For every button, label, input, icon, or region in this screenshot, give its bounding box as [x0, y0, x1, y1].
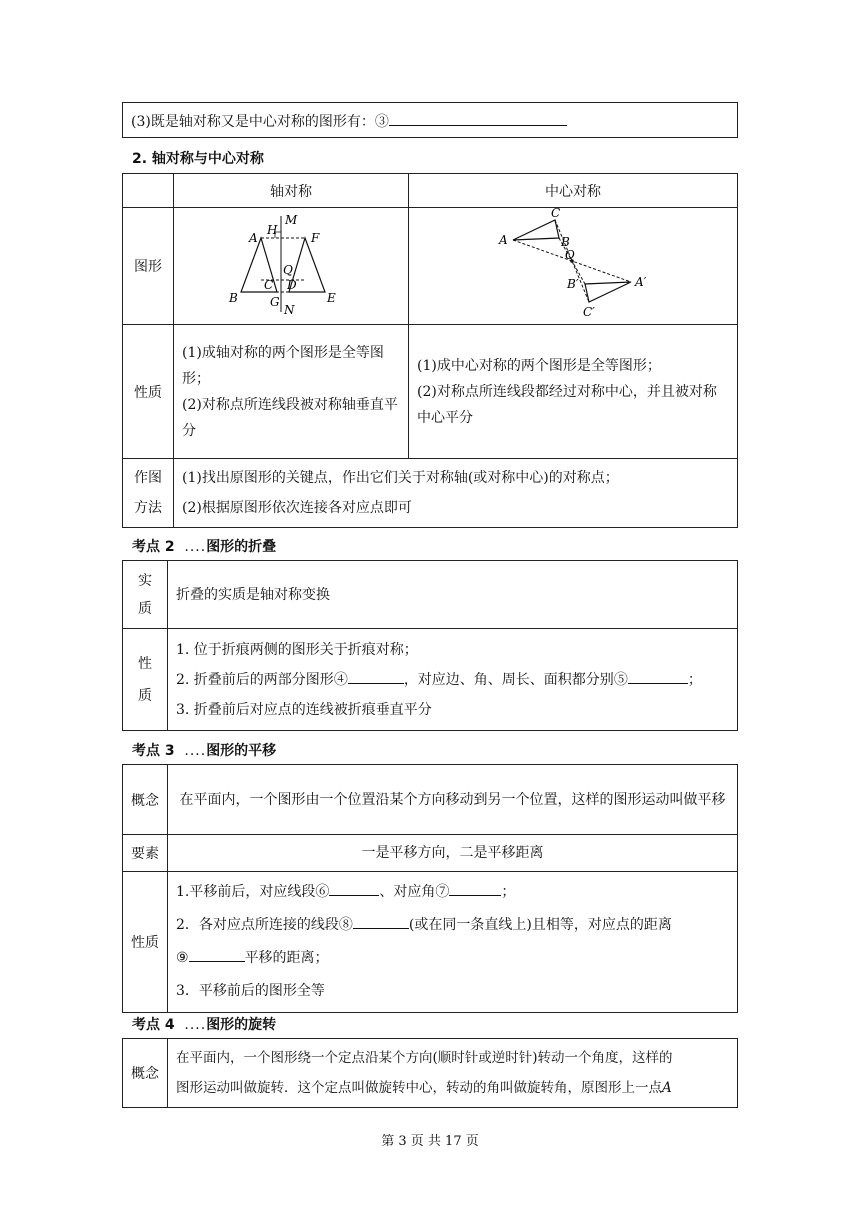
kp3-p1b: 、对应角	[379, 884, 436, 900]
axis-label-G: G	[270, 295, 280, 309]
kp3-p2c: 平移的距离；	[244, 950, 329, 966]
page-footer: 第 3 页 共 17 页	[381, 1134, 479, 1149]
axis-properties	[174, 325, 409, 459]
kp3-property-head: 性质	[123, 872, 168, 1013]
method-2: (2)根据原图形依次连接各对应点即可	[182, 500, 412, 516]
line3-text: (3)既是轴对称又是中心对称的图形有：	[131, 114, 375, 130]
kp2-item-2b: ，对应边、角、周长、面积都分别	[403, 671, 614, 688]
section2-title: 2. 轴对称与中心对称	[132, 151, 264, 167]
axis-label-B: B	[229, 291, 238, 305]
center-label-O: O	[565, 248, 575, 262]
row-figure: 图形	[123, 208, 174, 325]
kp3-concept-head: 概念	[123, 765, 168, 835]
kp3-mark-7: ⑦	[435, 884, 450, 900]
blank-9	[189, 945, 245, 962]
kp3-heading: 考点 3 ....图形的平移	[132, 743, 277, 759]
kp3-concept-text: 在平面内，一个图形由一个位置沿某个方向移动到另一个位置，这样的图形运动叫做平移	[168, 765, 738, 835]
kp2-row2-head-2: 质	[138, 687, 152, 704]
kp2-item-2	[176, 665, 729, 695]
axis-label-D: D	[287, 278, 297, 292]
kp4-title: 图形的旋转	[206, 1017, 277, 1033]
row-method-line2: 方法	[134, 500, 162, 516]
col-center: 中心对称	[409, 174, 738, 208]
center-prop-1: (1)成中心对称的两个图形是全等图形；	[417, 357, 661, 374]
kp2-row2-head	[123, 629, 168, 731]
center-symmetry-figure	[493, 208, 653, 320]
kp3-p1c: ；	[501, 884, 516, 900]
kp2-heading: 考点 2 ....图形的折叠	[132, 539, 277, 555]
axis-label-A: A	[249, 231, 258, 245]
kp3-elements-text: 一是平移方向，二是平移距离	[168, 835, 738, 872]
axis-figure-cell	[174, 208, 409, 325]
method-text	[174, 459, 738, 528]
axis-prop-2: (2)对称点所连线段被对称轴垂直平分	[182, 396, 398, 439]
kp3-prop-2-cont	[176, 942, 729, 975]
symmetry-table	[122, 173, 738, 528]
blank-5	[628, 667, 688, 684]
kp3-p2b: (或在同一条直线上)且相等，对应点的距离	[408, 917, 672, 933]
center-figure-cell	[409, 208, 738, 325]
kp2-title: 图形的折叠	[206, 539, 277, 555]
kp4-concept-line2-text: 图形运动叫做旋转．这个定点叫做旋转中心，转动的角叫做旋转角，原图形上一点	[176, 1080, 662, 1096]
kp4-heading: 考点 4 ....图形的旋转	[132, 1017, 277, 1033]
axis-label-C: C	[264, 278, 274, 292]
kp2-row1-text: 折叠的实质是轴对称变换	[168, 561, 738, 629]
axis-label-H: H	[267, 223, 278, 237]
kp4-concept-tail: A	[662, 1080, 672, 1096]
kp3-mark-6: ⑥	[315, 884, 330, 900]
axis-label-M: M	[285, 213, 298, 227]
blank-mark-3: ③	[374, 114, 389, 130]
row-method-line1: 作图	[134, 470, 162, 486]
row-method	[123, 459, 174, 528]
kp3-mark-9: ⑨	[176, 950, 189, 966]
kp3-properties	[168, 872, 738, 1013]
center-prop-2: (2)对称点所连线段都经过对称中心，并且被对称中心平分	[417, 383, 717, 426]
axis-label-F: F	[311, 231, 320, 245]
axis-label-N: N	[284, 303, 295, 317]
blank-7	[449, 879, 501, 896]
center-label-A: A	[499, 233, 508, 247]
blank-line-3	[389, 109, 567, 126]
center-label-C: C	[551, 208, 561, 220]
kp2-item-2c: ；	[687, 671, 702, 688]
kp3-mark-8: ⑧	[338, 917, 353, 933]
kp4-concept-line2	[176, 1073, 729, 1103]
kp3-title: 图形的平移	[206, 743, 277, 759]
kp3-elements-head: 要素	[123, 835, 168, 872]
kp4-concept-head: 概念	[123, 1039, 168, 1108]
center-label-C-prime: C′	[583, 305, 595, 319]
kp4-label: 考点 4	[132, 1017, 175, 1033]
kp4-concept	[168, 1039, 738, 1108]
kp2-item-3: 3. 折叠前后对应点的连线被折痕垂直平分	[176, 701, 432, 718]
blank-6	[329, 879, 379, 896]
axis-label-Q: Q	[283, 263, 293, 277]
center-label-A-prime: A′	[635, 275, 647, 289]
kp4-concept-line1: 在平面内，一个图形绕一个定点沿某个方向(顺时针或逆时针)转动一个角度，这样的	[176, 1050, 673, 1066]
kp3-p1a: 1.平移前后，对应线段	[176, 884, 316, 900]
folding-table	[122, 560, 738, 731]
axis-label-E: E	[327, 291, 336, 305]
center-properties	[409, 325, 738, 459]
kp3-label: 考点 3	[132, 743, 175, 759]
axis-prop-1: (1)成轴对称的两个图形是全等图形；	[182, 344, 384, 387]
kp2-mark-5: ⑤	[613, 671, 628, 688]
kp3-p2a: 2．各对应点所连接的线段	[176, 917, 339, 933]
kp2-item-1: 1. 位于折痕两侧的图形关于折痕对称；	[176, 641, 418, 658]
blank-8	[353, 912, 409, 929]
kp2-row2-head-1: 性	[138, 655, 152, 672]
kp2-item-2a: 2. 折叠前后的两部分图形	[176, 671, 334, 688]
kp2-row1-head-2: 质	[138, 600, 152, 617]
kp3-prop-3: 3．平移前后的图形全等	[176, 983, 325, 999]
kp2-row1-head-1: 实	[138, 572, 152, 589]
rotation-table	[122, 1038, 738, 1108]
row-property: 性质	[123, 325, 174, 459]
kp2-row1-head	[123, 561, 168, 629]
axis-symmetry-figure	[221, 210, 361, 318]
corner-cell	[123, 174, 174, 208]
blank-4	[348, 667, 404, 684]
kp2-properties	[168, 629, 738, 731]
line3-box	[122, 102, 738, 138]
translation-table	[122, 764, 738, 1013]
col-axis: 轴对称	[174, 174, 409, 208]
center-label-B-prime: B′	[567, 277, 579, 291]
kp2-label: 考点 2	[132, 539, 175, 555]
method-1: (1)找出原图形的关键点，作出它们关于对称轴(或对称中心)的对称点；	[182, 470, 619, 486]
center-label-B: B	[561, 235, 570, 249]
kp3-prop-2	[176, 909, 729, 942]
kp3-prop-1	[176, 876, 729, 909]
kp2-mark-4: ④	[333, 671, 348, 688]
